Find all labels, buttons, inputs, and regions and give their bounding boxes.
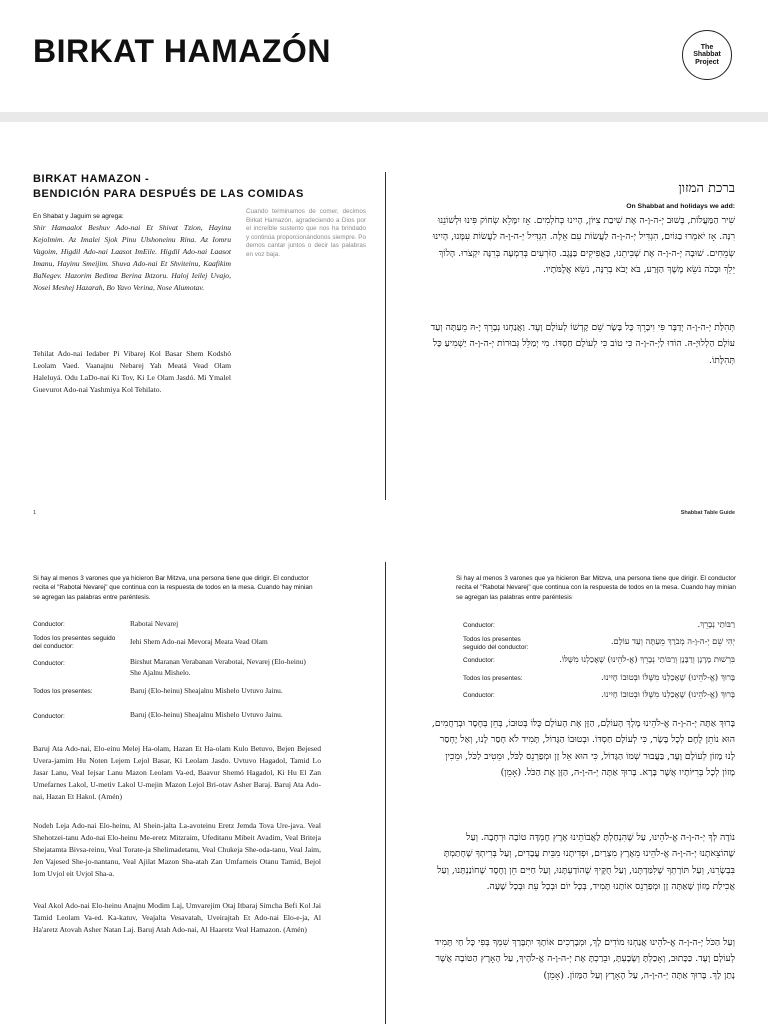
right-row-value-5: בָּרוּךְ (אֱ-לֹהֵינוּ) שֶׁאָכַלְנוּ מִשֶּׁלּוֹ וּבְטוּבוֹ חָיִינוּ. <box>601 689 735 699</box>
left-row-value-3: Birshut Maranan Verabanan Verabotai, Nevarej (Elo-heinu) She Ajalnu Mishelo. <box>130 657 306 677</box>
page-number: 1 <box>33 510 37 516</box>
right-row-value-4: בָּרוּךְ (אֱ-לֹהֵינוּ) שֶׁאָכַלְנוּ מִשֶּׁלּוֹ וּבְטוּבוֹ חָיִינוּ. <box>601 672 735 682</box>
logo-line-1: The <box>700 43 714 51</box>
section-title <box>33 172 304 202</box>
header-divider-band <box>0 112 768 122</box>
right-row-label-4: Todos los presentes: <box>463 675 523 682</box>
left-row-value-5: Baruj (Elo-heinu) Sheajalnu Mishelo Uvtuvo Jainu. <box>130 710 283 719</box>
shir-hamaalot-paragraph: Shir Hamaalot Beshuv Ado-nai Et Shivat Tzion, Hayinu Kejolmim. Az Imalei Sjok Pinu Ulshoneinu Rina. Az Iomru Vagoim, Higdil Ado-nai Laasot ImEile. Higdil Ado-nai Laasot Imanu, Hayinu Smeijim. Shuva Ado-nai Et Shviteinu, Kaafikim BaNegev. Hazorim Bedima Berina Iktzoru. Haloj Ieilej Uvajo, Nosei Meshej Hazarah, Bo Yavo Verina, Nose Alumotav. <box>33 223 231 292</box>
right-row-value-2: יְהִי שֵׁם יְ-ה-וָ-ה מְבֹרָךְ מֵעַתָּה וְעַד עוֹלָם. <box>610 636 735 646</box>
footer-guide-label: Shabbat Table Guide <box>680 510 735 516</box>
column-divider <box>385 172 386 500</box>
baruj-paragraph: Baruj Ata Ado-nai, Elo-einu Melej Ha-olam, Hazan Et Ha-olam Kulo Betuvo, Bejen Bejesed Uvera-jamim Hu Noten Lejem Lejol Basar, Ki Leolam Jasdo. Uvtuvo Hagadol, Tamid Lo Jasar Lanu, Veal Iejsar Lanu Mazon Leolam Va-ed, Baavur Shemó Hagadol, Ki Hu El Zan Umefarnes Lakol, U-metiv Lakol U-mejin Mazon Lejol Bri-otav Asher Baraj. Baruj Ata Ado-nai, Hazan Et Hakol. (Amén) <box>33 744 321 801</box>
right-row-value-3: בִּרְשׁוּת מָרָנָן וְרַבָּנָן וְרַבּוֹתַי נְבָרֵךְ (אֱ-לֹהֵינוּ) שֶׁאָכַלְנוּ מִשֶּׁלּוֹ. <box>559 654 735 664</box>
right-row-label-3: Conductor: <box>463 657 495 664</box>
nodeh-paragraph: Nodeh Leja Ado-nai Elo-heinu, Al Shein-jalta La-avoteinu Eretz Jemda Tova Ure-java. Veal Shehotzei-tanu Ado-nai Elo-heinu Me-eretz Mitzraim, Ufeditanu Mibeit Avadim, Veal Briteja Shejatamta Bivsa-reinu, Veal Torate-ja Shelimadetanu, Veal Chukeja She-oda-tanu, Veal Jaim, Jen Vajesed She-jo-nantanu, Veal Ajilat Mazon Sha-atah Zan Umfarneis Otanu Tamid, Bejol Iom Uvjol eit Uvjol Sha-a. <box>33 821 321 878</box>
right-row-value-1: רַבּוֹתַי נְבָרֵךְ. <box>697 619 735 629</box>
left-row-label-2: Todos los presentes seguido del conductor: <box>33 635 116 650</box>
veal-akol-paragraph: Veal Akol Ado-nai Elo-heinu Anajnu Modim Laj, Umvarejim Otaj Itbaraj Simcha Befi Kol Jai Tamid Leolam Va-ed. Ka-katuv, Veajalta Vesavatah, Uveirajtah Et Ado-nai Elo-e-ja, Al Ha'aretz Atovah Asher Natan Laj. Baruj Atah Ado-nai, Al Haaretz Veal Hamazon. (Amén) <box>33 901 321 934</box>
hebrew-shir-paragraph: שִׁיר הַמַּעֲלוֹת, בְּשׁוּב יְ-ה-וָ-ה אֶת שִׁיבַת צִיּוֹן, הָיִינוּ כְּחֹלְמִים. אָז יִמָּלֵא שְׂחוֹק פִּינוּ וּלְשׁוֹנֵנוּ רִנָּה. אָז יֹאמְרוּ בַגּוֹיִם, הִגְדִּיל יְ-ה-וָ-ה לַעֲשׂוֹת עִם אֵלֶּה. הִגְדִּיל יְ-ה-וָ-ה לַעֲשׂוֹת עִמָּנוּ, הָיִינוּ שְׂמֵחִים. שׁוּבָה יְ-ה-וָ-ה אֶת שְׁבִיתֵנוּ, כַּאֲפִיקִים בַּנֶּגֶב. הַזֹּרְעִים בְּדִמְעָה בְּרִנָּה יִקְצֹרוּ. הָלוֹךְ יֵלֵךְ וּבָכֹה נֹשֵׂא מֶשֶׁךְ הַזָּרַע, בֹּא יָבֹא בְרִנָּה, נֹשֵׂא אֲלֻמֹּתָיו. <box>432 215 735 276</box>
left-row-label-5: Conductor: <box>33 713 65 720</box>
right-row-label-2: Todos los presentes seguido del conductor: <box>463 636 529 651</box>
right-row-label-5: Conductor: <box>463 692 495 699</box>
right-row-label-1: Conductor: <box>463 622 495 629</box>
intro-right: Si hay al menos 3 varones que ya hicieron Bar Mitzva, una persona tiene que dirigir. El conductor recita el "Rabotai Nevarej" que continua con la respuesta de todos en la mesa. Cuando hay minian se agregan las palabras entre paréntesis <box>456 575 736 601</box>
hebrew-title: ברכת המזון <box>678 181 735 196</box>
left-row-value-2: Iehi Shem Ado-nai Mevoraj Meata Vead Olam <box>130 637 268 646</box>
left-row-value-1: Rabotai Nevarej <box>130 619 179 628</box>
left-row-label-3: Conductor: <box>33 660 65 667</box>
hebrew-baruj-paragraph: בָּרוּךְ אַתָּה יְ-ה-וָ-ה אֱ-לֹהֵינוּ מֶלֶךְ הָעוֹלָם, הַזָּן אֶת הָעוֹלָם כֻּלּוֹ בְּטוּבוֹ, בְּחֵן בְּחֶסֶד וּבְרַחֲמִים, הוּא נוֹתֵן לֶחֶם לְכָל בָּשָׂר, כִּי לְעוֹלָם חַסְדּוֹ. וּבְטוּבוֹ הַגָּדוֹל, תָּמִיד לֹא חָסַר לָנוּ, וְאַל יֶחְסַר לָנוּ מָזוֹן לְעוֹלָם וָעֶד, בַּעֲבוּר שְׁמוֹ הַגָּדוֹל, כִּי הוּא אֵל זָן וּמְפַרְנֵס לַכֹּל, וּמֵטִיב לַכֹּל, וּמֵכִין מָזוֹן לְכָל בְּרִיּוֹתָיו אֲשֶׁר בָּרָא. בָּרוּךְ אַתָּה יְ-ה-וָ-ה, הַזָּן אֶת הַכֹּל. (אָמֵן) <box>431 718 735 779</box>
page-title: BIRKAT HAMAZÓN <box>33 33 331 69</box>
shabbat-addition-label: En Shabat y Jaguim se agrega: <box>33 213 124 220</box>
section-title-line-2: BENDICIÓN PARA DESPUÉS DE LAS COMIDAS <box>33 188 304 200</box>
shabbat-project-logo <box>682 30 732 80</box>
column-divider-2 <box>385 562 386 1024</box>
left-row-label-4: Todos los presentes: <box>33 688 93 695</box>
logo-line-2: Shabbat <box>693 51 721 59</box>
intro-note: Cuando terminamos de comer, decimos Birkat Hamazón, agradeciendo a Dios por el increíble sustento que nos ha brindado y continúa proporcionándonos siempre. Po demos cantar juntos o decir las palabras en voz baja. <box>246 208 366 258</box>
logo-line-3: Project <box>695 58 719 66</box>
left-row-label-1: Conductor: <box>33 621 65 628</box>
hebrew-veal-akol-paragraph: וְעַל הַכֹּל יְ-ה-וָ-ה אֱ-לֹהֵינוּ אֲנַחְנוּ מוֹדִים לָךְ, וּמְבָרְכִים אוֹתָךְ יִתְבָּרַךְ שִׁמְךָ בְּפִי כָּל חַי תָּמִיד לְעוֹלָם וָעֶד. כַּכָּתוּב, וְאָכַלְתָּ וְשָׂבָעְתָּ, וּבֵרַכְתָּ אֶת יְ-ה-וָ-ה אֱ-לֹהֶיךָ, עַל הָאָרֶץ הַטּוֹבָה אֲשֶׁר נָתַן לָךְ. בָּרוּךְ אַתָּה יְ-ה-וָ-ה, עַל הָאָרֶץ וְעַל הַמָּזוֹן. (אָמֵן) <box>434 937 735 981</box>
hebrew-tehilat-paragraph: תְּהִלַּת יְ-ה-וָ-ה יְדַבֶּר פִּי וִיבָרֵךְ כָּל בָּשָׂר שֵׁם קָדְשׁוֹ לְעוֹלָם וָעֶד. וַאֲנַחְנוּ נְבָרֵךְ יָ-הּ מֵעַתָּה וְעַד עוֹלָם הַלְלוּיָ-הּ. הוֹדוּ לַיְ-ה-וָ-ה כִּי טוֹב כִּי לְעוֹלָם חַסְדּוֹ. מִי יְמַלֵּל גְּבוּרוֹת יְ-ה-וָ-ה יַשְׁמִיעַ כָּל תְּהִלָּתוֹ. <box>430 322 735 366</box>
hebrew-subtitle: On Shabbat and holidays we add: <box>626 203 735 210</box>
intro-left: Si hay al menos 3 varones que ya hicieron Bar Mitzva, una persona tiene que dirigir. El conductor recita el "Rabotai Nevarej" que continua con la respuesta de todos en la mesa. Cuando hay minian se agregan las palabras entre paréntesis. <box>33 575 313 601</box>
tehilat-paragraph: Tehilat Ado-nai Iedaber Pi Vibarej Kol Basar Shem Kodshó Leolam Vaed. Vaanajnu Nebarej Yah Meatá Vead Olam Haleluyá. Odu LaDo-nai Ki Tov, Ki Le Olam Jasdó. Mi Ymalel Guevurot Ado-nai Yashmiya Kol Tehilato. <box>33 349 231 394</box>
hebrew-nodeh-paragraph: נוֹדֶה לְּךָ יְ-ה-וָ-ה אֱ-לֹהֵינוּ, עַל שֶׁהִנְחַלְתָּ לַאֲבוֹתֵינוּ אֶרֶץ חֶמְדָּה טוֹבָה וּרְחָבָה. וְעַל שֶׁהוֹצֵאתָנוּ יְ-ה-וָ-ה אֱ-לֹהֵינוּ מֵאֶרֶץ מִצְרַיִם, וּפְדִיתָנוּ מִבֵּית עֲבָדִים, וְעַל בְּרִיתְךָ שֶׁחָתַמְתָּ בִּבְשָׂרֵנוּ, וְעַל תּוֹרָתְךָ שֶׁלִּמַּדְתָּנוּ, וְעַל חֻקֶּיךָ שֶׁהוֹדַעְתָּנוּ, וְעַל חַיִּים חֵן וָחֶסֶד שֶׁחוֹנַנְתָּנוּ, וְעַל אֲכִילַת מָזוֹן שָׁאַתָּה זָן וּמְפַרְנֵס אוֹתָנוּ תָּמִיד, בְּכָל יוֹם וּבְכָל עֵת וּבְכָל שָׁעָה. <box>437 832 735 893</box>
left-row-value-4: Baruj (Elo-heinu) Sheajalnu Mishelo Uvtuvo Jainu. <box>130 686 283 695</box>
section-title-line-1: BIRKAT HAMAZON - <box>33 173 150 185</box>
